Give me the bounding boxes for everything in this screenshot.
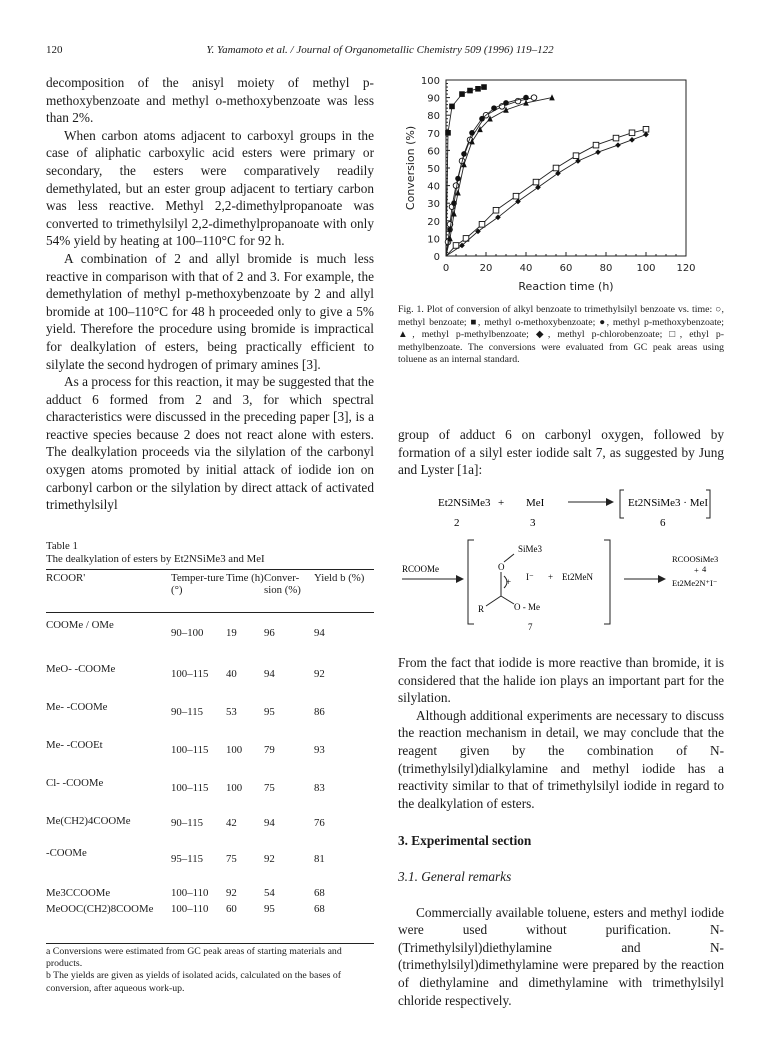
footnote-a: a Conversions were estimated from GC peak areas of starting materials and products. bbox=[46, 946, 342, 970]
table-cell-yield: 68 bbox=[314, 887, 325, 899]
data-point bbox=[513, 193, 519, 199]
data-point bbox=[553, 165, 559, 171]
reaction-scheme bbox=[398, 484, 728, 634]
y-tick-label: 40 bbox=[427, 181, 440, 193]
table-cell-compound: MeOOC(CH2)8COOMe bbox=[46, 903, 154, 915]
reagent-3: MeI bbox=[526, 497, 545, 509]
paragraph: As a process for this reaction, it may be suggested that the adduct 6 formed from 2 and 3, for which spectral characteristics were discussed in the preceding paper [3], is a reactive species because 2 does not react alone with esters. The dealkylation proceeds via the silylation of the carbonyl oxygen atoms promoted by initial attack of iodide ion on carbonyl carbon or the silylation by direct attack of activated trimethylsilyl bbox=[46, 374, 374, 513]
section-heading: 3. Experimental section bbox=[398, 833, 532, 849]
table-cell-time: 40 bbox=[226, 668, 237, 680]
table-cell-temp: 100–110 bbox=[171, 903, 209, 915]
data-point bbox=[455, 176, 461, 182]
y-tick-label: 90 bbox=[427, 93, 440, 105]
table-cell-compound: -COOMe bbox=[46, 847, 87, 859]
table-cell-conv: 94 bbox=[264, 668, 275, 680]
data-point bbox=[475, 86, 481, 92]
plus-sign: + bbox=[694, 565, 699, 575]
arrow-head bbox=[456, 575, 464, 583]
bond-line bbox=[486, 596, 501, 606]
iodide-label: I⁻ bbox=[526, 572, 534, 582]
paragraph: Although additional experiments are necessary to discuss the reaction mechanism in detail, we may conclude that the reagent given by the combination of N-(trimethylsilyl)dialkylamine and methyl iodide has a reactivity similar to that of trimethylsilyl iodide in regard to the dealkylation of esters. bbox=[398, 707, 724, 811]
table-cell-time: 60 bbox=[226, 903, 237, 915]
table-cell-yield: 83 bbox=[314, 782, 325, 794]
table-row bbox=[46, 663, 374, 701]
series-line bbox=[446, 129, 646, 256]
table-cell-temp: 90–100 bbox=[171, 627, 204, 639]
data-point bbox=[503, 100, 509, 106]
data-point bbox=[613, 135, 619, 141]
table-cell-time: 19 bbox=[226, 627, 237, 639]
bond-line bbox=[504, 554, 514, 562]
table-row bbox=[46, 739, 374, 777]
figure-caption: Fig. 1. Plot of conversion of alkyl benzoate to trimethylsilyl benzoate vs. time: ○, methyl benzoate; ■, methyl o-methoxybenzoate; ●, methyl p-methoxybenzoate; ▲, methyl p-methylbenzoate; ◆, methyl p-chlorobenzoate; □, ethyl p-methylbenzoate. The conversions were evaluated from GC peak areas using toluene as an internal standard. bbox=[398, 304, 724, 366]
table-cell-conv: 54 bbox=[264, 887, 275, 899]
table-cell-compound: Me(CH2)4COOMe bbox=[46, 815, 131, 827]
y-tick-label: 50 bbox=[427, 164, 440, 175]
data-point bbox=[453, 183, 459, 189]
table-body bbox=[46, 613, 374, 943]
table-row bbox=[46, 777, 374, 815]
ome-label: O - Me bbox=[514, 602, 540, 612]
product-silyl-ester: RCOOSiMe3 bbox=[672, 554, 719, 564]
plus-charge: + bbox=[506, 577, 512, 587]
compound-number: 7 bbox=[528, 622, 533, 632]
data-point bbox=[461, 151, 467, 157]
table-cell-compound: COOMe / OMe bbox=[46, 619, 114, 631]
running-title: Y. Yamamoto et al. / Journal of Organometallic Chemistry 509 (1996) 119–122 bbox=[206, 44, 554, 56]
table-cell-temp: 100–115 bbox=[171, 668, 209, 680]
y-tick-label: 10 bbox=[427, 234, 440, 246]
x-tick-label: 20 bbox=[479, 263, 493, 274]
paragraph: Commercially available toluene, esters and methyl iodide were used without purification. N-(Trimethylsilyl)diethylamine and N-(trimethylsilyl)dimethylamine were prepared by the reaction of diethylamine and dimethylamine with trimethylsilyl chloride respectively. bbox=[398, 904, 724, 1008]
table-row bbox=[46, 619, 374, 663]
table-cell-time: 42 bbox=[226, 817, 237, 829]
table-cell-compound: Me- -COOMe bbox=[46, 701, 108, 713]
reagent-2: Et2NSiMe3 bbox=[438, 497, 491, 509]
x-tick-label: 100 bbox=[636, 263, 656, 274]
right-column-top bbox=[398, 426, 724, 479]
bracket-right bbox=[604, 540, 610, 624]
data-point bbox=[573, 153, 579, 159]
data-point bbox=[479, 222, 485, 228]
subsection-heading: 3.1. General remarks bbox=[398, 868, 512, 884]
compound-number: 3 bbox=[530, 517, 536, 529]
data-point bbox=[533, 179, 539, 185]
paragraph: A combination of 2 and allyl bromide is much less reactive in comparison with that of 2 and 3. For example, the demethylation of methyl p-methoxybenzoate by 2 and allyl bromide at 100–110°C for 48 h proceeded only to give a 5% yield. Therefore the procedure using bromide is impractical for dealkylation of esters, being practically efficient to silylate the second hydrogen of primary amines [3]. bbox=[46, 250, 374, 372]
table-cell-compound: Me3CCOOMe bbox=[46, 887, 111, 899]
data-point bbox=[615, 142, 621, 148]
product-salt: Et2Me2N⁺I⁻ bbox=[672, 578, 718, 588]
table-cell-temp: 90–115 bbox=[171, 706, 203, 718]
table-cell-conv: 95 bbox=[264, 706, 275, 718]
bracket-left bbox=[468, 540, 474, 624]
data-point bbox=[453, 243, 459, 249]
plus-sign: + bbox=[498, 497, 505, 509]
table-cell-yield: 68 bbox=[314, 903, 325, 915]
data-point bbox=[469, 130, 475, 136]
table-cell-yield: 93 bbox=[314, 744, 325, 756]
table-cell-yield: 94 bbox=[314, 627, 325, 639]
data-point bbox=[575, 158, 581, 164]
series-line bbox=[446, 135, 646, 256]
table-cell-time: 75 bbox=[226, 853, 237, 865]
data-point bbox=[643, 126, 649, 132]
table-row bbox=[46, 887, 374, 903]
bracket-left bbox=[620, 490, 624, 518]
data-point bbox=[629, 130, 635, 136]
table-label: Table 1 bbox=[46, 540, 78, 552]
left-column bbox=[46, 74, 374, 514]
table-cell-yield: 81 bbox=[314, 853, 325, 865]
paragraph: When carbon atoms adjacent to carboxyl groups in the case of aliphatic carboxylic acid esters were primary or secondary, the esters were comparatively readily demethylated, but an ester group adjacent to tertiary carbon was less reactive. Methyl 2,2-dimethylpropanoate was converted to trimethylsilyl 2,2-dimethylpropanoate with only 54% yield by heating at 100–110°C for 92 h. bbox=[46, 127, 374, 249]
table-cell-conv: 95 bbox=[264, 903, 275, 915]
y-tick-label: 100 bbox=[420, 76, 440, 87]
series-line bbox=[446, 98, 552, 256]
table-cell-temp: 100–110 bbox=[171, 887, 209, 899]
x-tick-label: 60 bbox=[559, 263, 573, 274]
data-point bbox=[491, 105, 497, 111]
simes-label: SiMe3 bbox=[518, 544, 543, 554]
y-tick-label: 60 bbox=[427, 146, 440, 158]
y-tick-label: 20 bbox=[427, 216, 440, 228]
data-point bbox=[593, 142, 599, 148]
x-tick-label: 0 bbox=[442, 263, 450, 274]
table-cell-temp: 95–115 bbox=[171, 853, 203, 865]
table-cell-compound: Cl- -COOMe bbox=[46, 777, 104, 789]
table-header-row bbox=[46, 570, 374, 612]
conversion-chart bbox=[398, 72, 728, 300]
right-column-bottom bbox=[398, 654, 724, 1009]
data-point bbox=[595, 149, 601, 155]
x-axis-label: Reaction time (h) bbox=[518, 280, 614, 293]
col-header: RCOOR' bbox=[46, 572, 86, 584]
data-point bbox=[555, 170, 561, 176]
data-point bbox=[523, 95, 529, 101]
col-header: Temper-ture (°) bbox=[171, 572, 224, 596]
table-cell-conv: 94 bbox=[264, 817, 275, 829]
table-cell-temp: 100–115 bbox=[171, 782, 209, 794]
col-header: Conver-sion (%) bbox=[264, 572, 301, 596]
data-point bbox=[445, 130, 451, 136]
col-header: Yield b (%) bbox=[314, 572, 365, 584]
plus-sign: + bbox=[548, 572, 554, 582]
data-point bbox=[481, 84, 487, 90]
data-point bbox=[549, 94, 555, 100]
table-cell-compound: MeO- -COOMe bbox=[46, 663, 116, 675]
data-point bbox=[449, 104, 455, 110]
table-cell-conv: 79 bbox=[264, 744, 275, 756]
table-title: The dealkylation of esters by Et2NSiMe3 and MeI bbox=[46, 553, 265, 565]
oxygen-label: O bbox=[498, 562, 505, 572]
paragraph: group of adduct 6 on carbonyl oxygen, followed by formation of a silyl ester iodide salt 7, as suggested by Jung and Lyster [1a]: bbox=[398, 427, 724, 478]
table-row bbox=[46, 815, 374, 847]
arrow-head bbox=[606, 498, 614, 506]
data-point bbox=[493, 207, 499, 213]
table-cell-yield: 92 bbox=[314, 668, 325, 680]
data-point bbox=[479, 116, 485, 122]
y-tick-label: 70 bbox=[427, 128, 440, 140]
table-cell-conv: 96 bbox=[264, 627, 275, 639]
x-tick-label: 120 bbox=[676, 263, 696, 274]
y-tick-label: 30 bbox=[427, 199, 440, 211]
arrow-head bbox=[658, 575, 666, 583]
paragraph: decomposition of the anisyl moiety of methyl p-methoxybenzoate and methyl o-methoxybenzoate was less than 2%. bbox=[46, 75, 374, 126]
page-number: 120 bbox=[46, 44, 63, 56]
table-row bbox=[46, 903, 374, 919]
compound-number: 4 bbox=[702, 564, 707, 574]
bond-line bbox=[501, 596, 514, 604]
data-point bbox=[467, 88, 473, 94]
table-cell-conv: 75 bbox=[264, 782, 275, 794]
table-cell-conv: 92 bbox=[264, 853, 275, 865]
table-cell-yield: 86 bbox=[314, 706, 325, 718]
x-tick-label: 80 bbox=[599, 263, 613, 274]
adduct-6: Et2NSiMe3 · MeI bbox=[628, 497, 709, 509]
footnote-b: b The yields are given as yields of isolated acids, calculated on the bases of conversion, after aqueous work-up. bbox=[46, 970, 341, 994]
r-group-label: R bbox=[478, 604, 485, 614]
ester-label: RCOOMe bbox=[402, 564, 440, 574]
data-point bbox=[643, 132, 649, 138]
table-cell-compound: Me- -COOEt bbox=[46, 739, 103, 751]
table-cell-time: 92 bbox=[226, 887, 237, 899]
compound-number: 6 bbox=[660, 517, 666, 529]
y-tick-label: 0 bbox=[433, 252, 440, 263]
amine-label: Et2MeN bbox=[562, 572, 593, 582]
data-point bbox=[629, 137, 635, 143]
table-row bbox=[46, 701, 374, 739]
table-cell-time: 100 bbox=[226, 782, 243, 794]
table-row bbox=[46, 847, 374, 887]
table-1 bbox=[46, 540, 374, 995]
data-point bbox=[531, 95, 537, 101]
table-cell-temp: 90–115 bbox=[171, 817, 203, 829]
paragraph: From the fact that iodide is more reactive than bromide, it is considered that the halide ion plays an important part for the silylation. bbox=[398, 655, 724, 706]
y-tick-label: 80 bbox=[427, 111, 440, 123]
data-table bbox=[46, 570, 374, 612]
table-cell-yield: 76 bbox=[314, 817, 325, 829]
table-cell-time: 53 bbox=[226, 706, 237, 718]
x-tick-label: 40 bbox=[519, 263, 533, 274]
table-cell-temp: 100–115 bbox=[171, 744, 209, 756]
col-header: Time (h) bbox=[226, 572, 264, 584]
table-cell-time: 100 bbox=[226, 744, 243, 756]
compound-number: 2 bbox=[454, 517, 460, 529]
y-axis-label: Conversion (%) bbox=[404, 125, 417, 211]
data-point bbox=[459, 91, 465, 97]
